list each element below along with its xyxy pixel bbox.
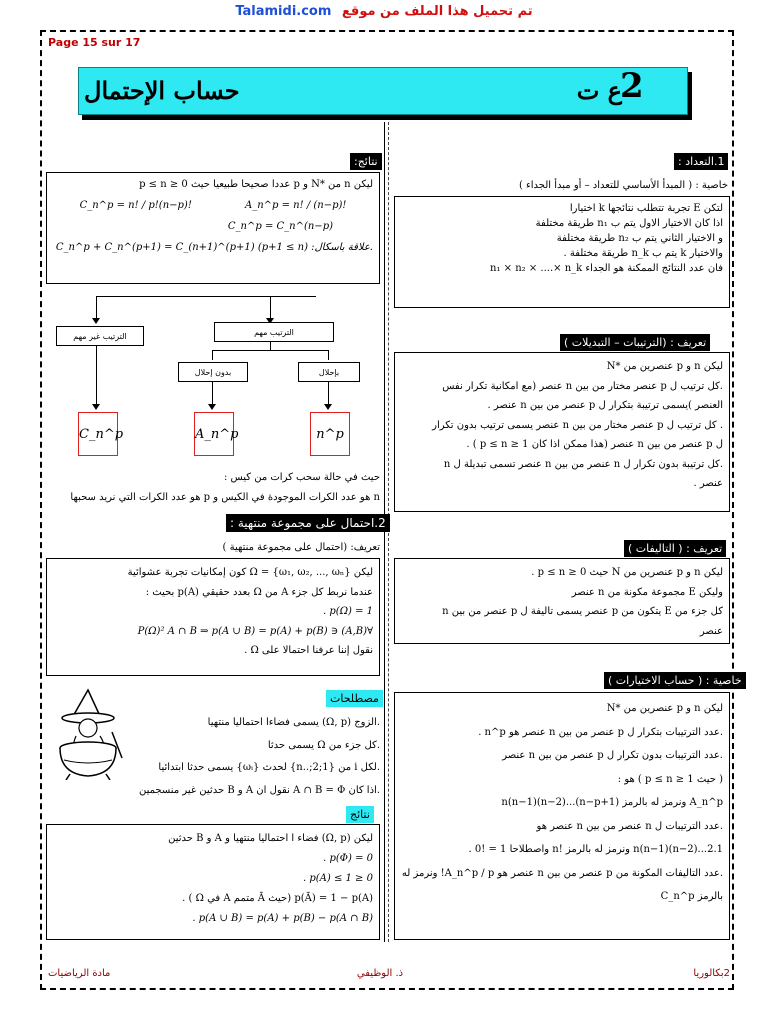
terms-line: .كل جزء من Ω يسمى حدثا bbox=[267, 739, 380, 751]
probability-line: ∀(A,B) ∈ P(Ω)² A ∩ B ⇒ p(A ∪ B) = p(A) + p(B) bbox=[137, 625, 373, 637]
page-title: حساب الإحتمال bbox=[84, 76, 240, 105]
probability-line: عندما نربط كل جزء A من Ω بعدد حقيقي p(A) بحيث : bbox=[145, 586, 373, 598]
footer-level: 2بكالوريا bbox=[693, 968, 730, 979]
arrangements-line: العنصر )يسمى ترتيبة بتكرار ل p عنصر من بين n عنصر . bbox=[487, 400, 723, 411]
power-result: n^p bbox=[310, 412, 350, 456]
diagram-note-1: حيث في حالة سحب كرات من كيس : bbox=[223, 472, 380, 483]
counts-line: .عدد الترتيبات بتكرار ل p عنصر من بين n عنصر هو n^p . bbox=[478, 726, 723, 738]
probability-line: p(Ω) = 1 . bbox=[323, 606, 373, 617]
counting-line: و الاختيار الثاني يتم ب n₂ طريقة مختلفة bbox=[556, 233, 723, 244]
counts-line: .عدد الترتيبات ل n عنصر من بين n عنصر هو bbox=[536, 820, 723, 832]
column-divider-dashed bbox=[388, 122, 390, 942]
arrangements-line: .كل ترتيب ل p عنصر مختار من بين n عنصر (مع امكانية تكرار نفس bbox=[442, 380, 723, 392]
counts-line: n(n−1)(n−2)...2.1 ونرمز له بالرمز !n واصطلاحا 1 = !0 . bbox=[468, 844, 723, 855]
combination-result: C_n^p bbox=[78, 412, 118, 456]
combinations-header: تعريف : ( التاليفات ) bbox=[624, 540, 726, 557]
counting-property: خاصية : ( المبدأ الأساسي للتعداد – أو مبدأ الجداء ) bbox=[518, 180, 728, 191]
counting-tree-diagram bbox=[44, 288, 384, 468]
consequences-line: 0 ≤ p(A) ≤ 1 . bbox=[302, 873, 373, 884]
footer-teacher: ذ. الوظيفي bbox=[356, 968, 404, 979]
not-ordered-box: الترتيب غير مهم bbox=[56, 326, 144, 346]
results-box bbox=[46, 172, 380, 284]
terms-line: .لكل i من {1;2;..n} لحدث {ωᵢ} يسمى حدثا ابتدائيا bbox=[158, 762, 380, 773]
banner-text: تم تحميل هذا الملف من موقع bbox=[341, 4, 533, 19]
arrangements-line: عنصر . bbox=[693, 478, 723, 489]
formula-combinations: C_n^p = n! / p!(n−p)! bbox=[79, 200, 192, 211]
counting-line: فان عدد النتائج الممكنة هو الجداء n₁ × n₂ × ....× n_k bbox=[490, 263, 723, 274]
counting-line: والاختيار k يتم ب n_k طريقة مختلفة . bbox=[563, 248, 723, 259]
consequences-line: p(Ā) = 1 − p(A) (حيث Ā متمم A في Ω ) . bbox=[182, 893, 373, 904]
probability-box bbox=[46, 558, 380, 676]
counts-box bbox=[394, 692, 730, 940]
counting-header: 1.التعداد : bbox=[674, 153, 728, 170]
without-replacement-box: بدون إحلال bbox=[178, 362, 248, 382]
counts-line: .عدد التاليفات المكونة من p عنصر من بين n عنصر هو A_n^p / p! ونرمز له bbox=[401, 867, 723, 879]
probability-line: ليكن Ω = {ω₁, ω₂, ..., ωₙ} كون إمكانيات تجربة عشوائية bbox=[127, 567, 373, 578]
arrangement-result: A_n^p bbox=[194, 412, 234, 456]
combinations-box bbox=[394, 558, 730, 644]
terms-line: .اذا كان A ∩ B = Φ نقول ان A و B حدثين غير منسجمين bbox=[139, 784, 380, 796]
counting-line: اذا كان الاختيار الاول يتم ب n₁ طريقة مختلفة bbox=[535, 218, 723, 229]
probability-def: تعريف: (احتمال على مجموعة منتهية ) bbox=[222, 542, 380, 553]
consequences-line: p(Φ) = 0 . bbox=[323, 853, 373, 864]
diagram-note-2: n هو عدد الكرات الموجودة في الكيس و p هو عدد الكرات التي نريد سحبها bbox=[70, 492, 380, 503]
arrangements-line: .كل ترتيبة بدون تكرار ل n عنصر من بين n عنصر تسمى تبديلة ل n bbox=[443, 458, 723, 470]
arrangements-line: . كل ترتيب ل p عنصر مختار من بين n عنصر يسمى ترتيب بدون تكرار bbox=[432, 419, 723, 431]
consequences-header: نتائج bbox=[346, 806, 374, 823]
counts-line: بالرمز C_n^p bbox=[660, 891, 723, 902]
counts-line: ليكن n و p عنصرين من *N bbox=[606, 703, 723, 714]
combinations-line: وليكن E مجموعة مكونة من n عنصر bbox=[571, 586, 723, 598]
ordered-box: الترتيب مهم bbox=[214, 322, 334, 342]
counts-line: ( حيث 1 ≤ p ≤ n ) هو : bbox=[617, 773, 723, 785]
consequences-line: ليكن (Ω, p) فضاء ا احتماليا منتهيا و A و B حدثين bbox=[168, 833, 373, 844]
arrangements-header: تعريف : (الترتيبات – التبديلات ) bbox=[560, 334, 710, 351]
formula-arrangements: A_n^p = n! / (n−p)! bbox=[245, 200, 347, 211]
counting-line: لتكن E تجربة تتطلب نتائجها k اختيارا bbox=[569, 203, 723, 214]
combinations-line: ليكن n و p عنصرين من N حيث 0 ≤ p ≤ n . bbox=[531, 567, 723, 578]
formula-symmetry: C_n^p = C_n^(n−p) bbox=[227, 221, 333, 232]
terms-header: مصطلحات bbox=[326, 690, 383, 707]
formula-pascal: .علاقة باسكال: (p+1 ≤ n) C_n^p + C_n^(p+1) = C_(n+1)^(p+1) bbox=[55, 242, 373, 253]
probability-line: نقول إننا عرفنا احتمالا على Ω . bbox=[244, 645, 373, 656]
witch-cauldron-illustration bbox=[50, 688, 126, 780]
counting-box bbox=[394, 196, 730, 308]
terms-line: .الزوج (Ω, p) يسمى فضاءا احتماليا منتهيا bbox=[207, 717, 380, 728]
page-number: Page 15 sur 17 bbox=[48, 36, 141, 49]
counts-line: .عدد الترتيبات بدون تكرار ل p عنصر من بين n عنصر bbox=[502, 750, 723, 761]
title-number: 2 bbox=[620, 66, 644, 106]
counts-header: خاصية : ( حساب الاختيارات ) bbox=[604, 672, 746, 689]
counts-line: A_n^p ونرمز له بالرمز n(n−1)(n−2)...(n−p+1) bbox=[501, 797, 723, 808]
consequences-line: p(A ∪ B) = p(A) + p(B) − p(A ∩ B) . bbox=[192, 913, 373, 924]
combinations-line: عنصر bbox=[699, 625, 723, 637]
results-header: نتائج: bbox=[350, 153, 382, 170]
probability-header: 2.احتمال على مجموعة منتهية : bbox=[226, 514, 390, 532]
results-intro: ليكن n من *N و p عددا صحيحا طبيعيا حيث 0 ≤ p ≤ n bbox=[139, 179, 373, 190]
footer-subject: مادة الرياضيات bbox=[48, 968, 111, 979]
title-unit: ع ت bbox=[576, 76, 622, 105]
consequences-box bbox=[46, 824, 380, 940]
column-divider bbox=[384, 122, 386, 942]
combinations-line: كل جزء من E يتكون من p عنصر يسمى تاليفة ل p عنصر من بين n bbox=[442, 606, 723, 617]
with-replacement-box: بإحلال bbox=[298, 362, 360, 382]
site-link[interactable]: Talamidi.com bbox=[235, 4, 332, 19]
terms-list bbox=[120, 712, 380, 802]
arrangements-line: ل p عنصر من بين n عنصر (هذا ممكن اذا كان 1 ≤ p ≤ n ) . bbox=[466, 439, 723, 450]
arrangements-line: ليكن n و p عنصرين من *N bbox=[606, 361, 723, 372]
download-banner bbox=[0, 4, 768, 19]
arrangements-box bbox=[394, 352, 730, 512]
